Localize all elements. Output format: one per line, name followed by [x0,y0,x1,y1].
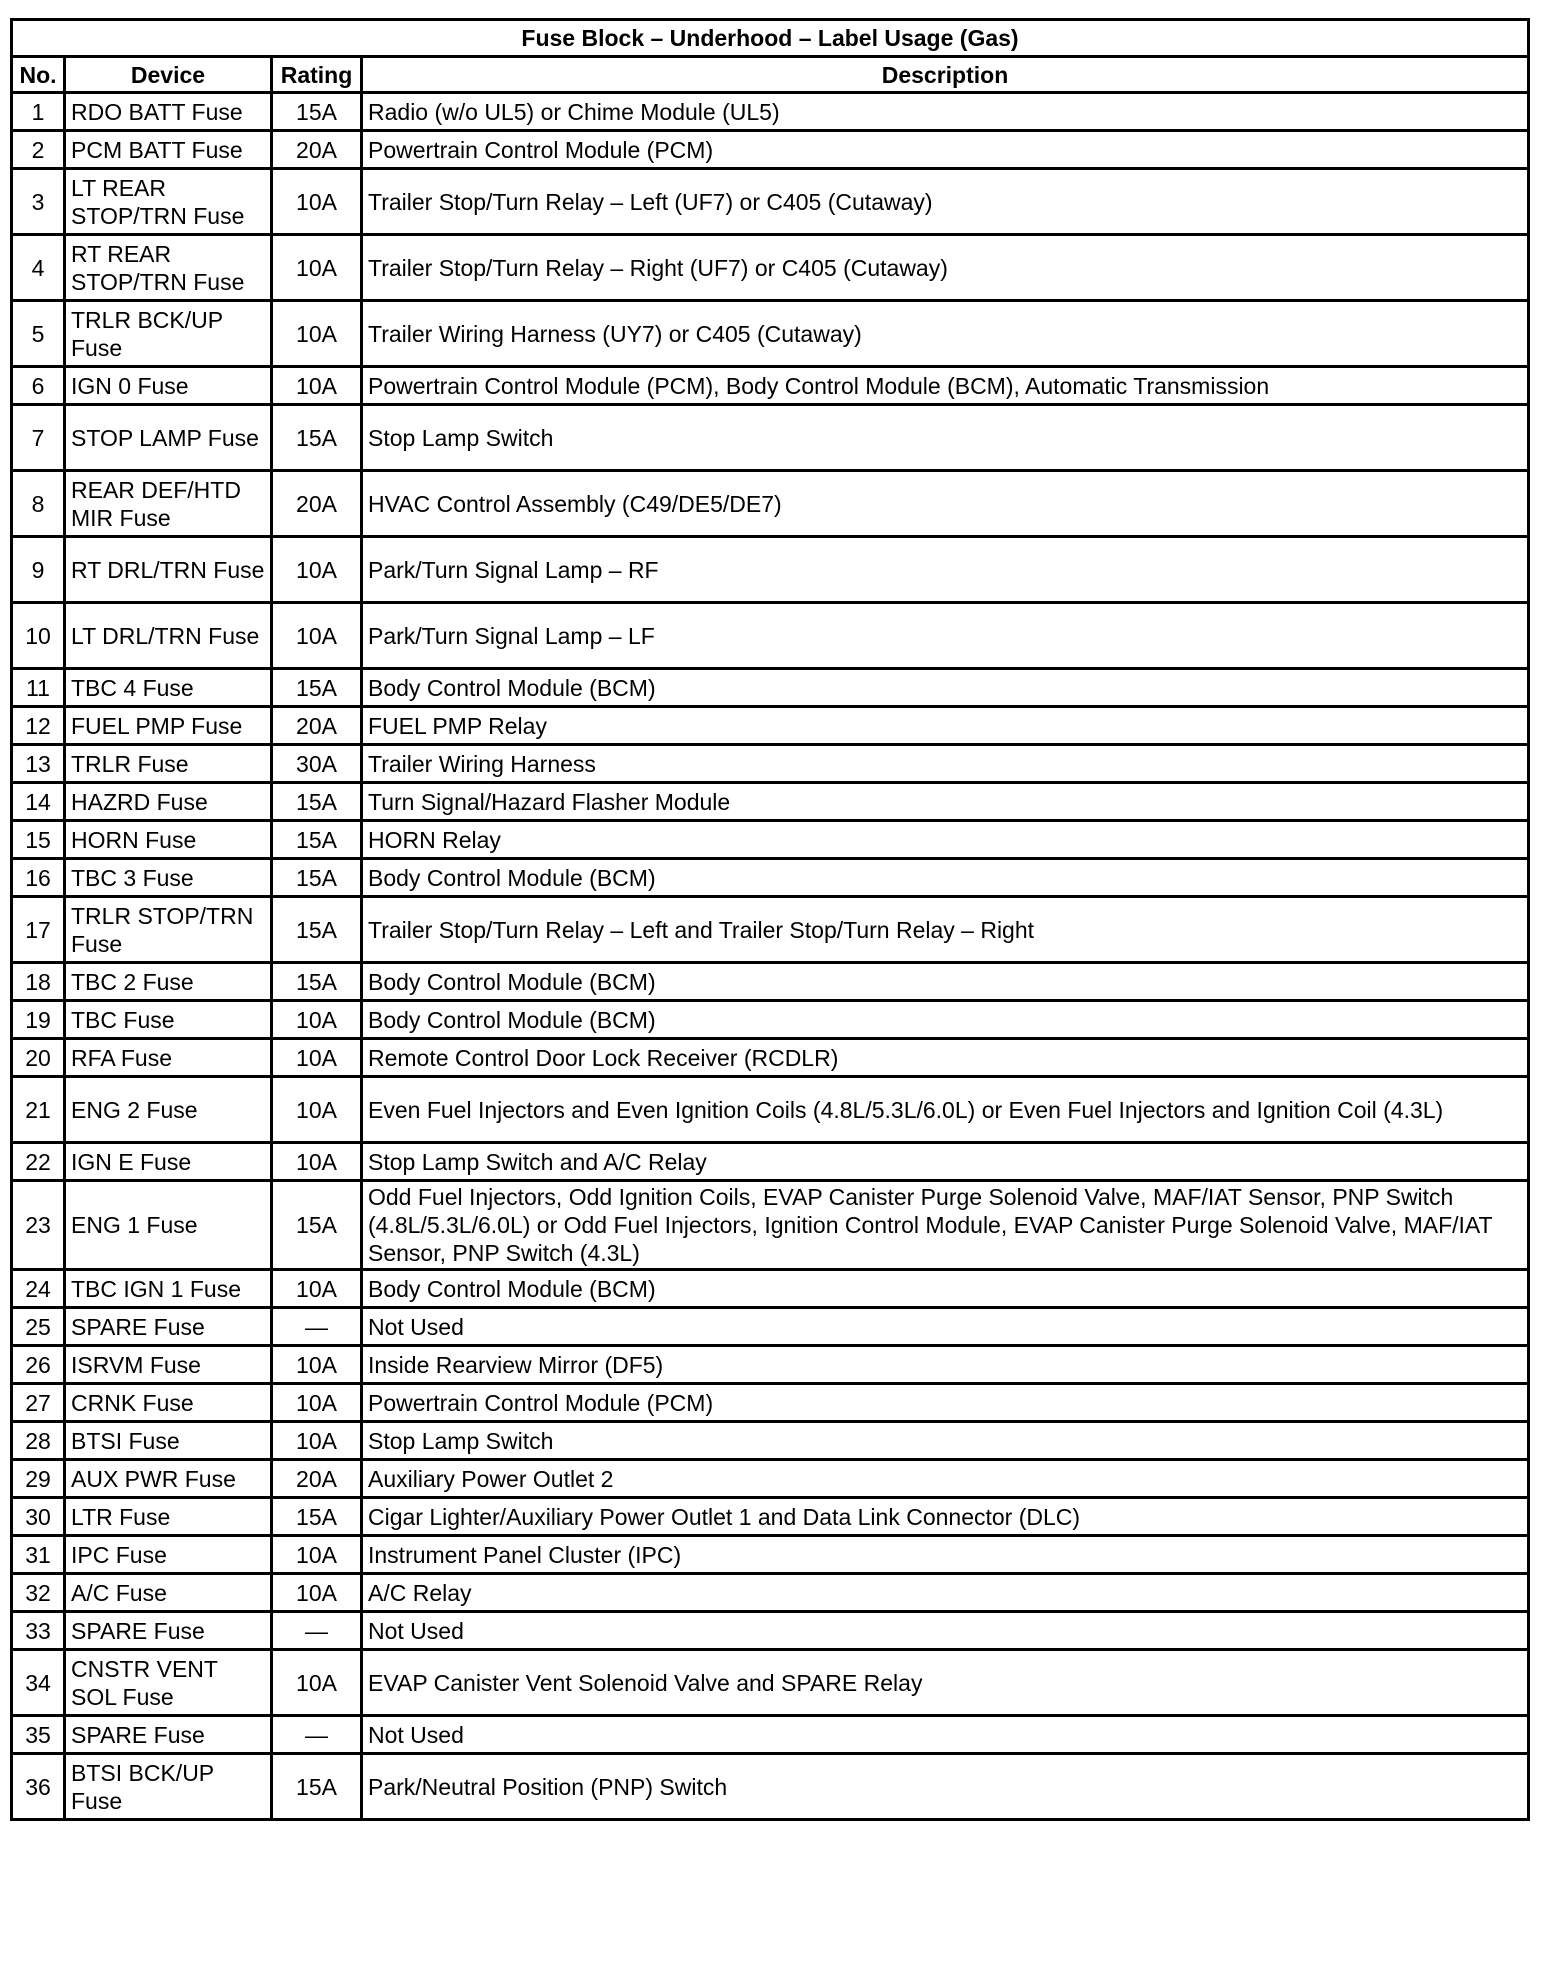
cell-no: 30 [12,1498,65,1536]
cell-rating: 10A [272,1650,362,1716]
header-row [12,57,1529,93]
table-row [12,169,1529,235]
cell-no: 15 [12,821,65,859]
cell-no: 33 [12,1612,65,1650]
title-row [12,20,1529,57]
cell-description: Park/Turn Signal Lamp – LF [362,603,1529,669]
cell-description: Even Fuel Injectors and Even Ignition Coils (4.8L/5.3L/6.0L) or Even Fuel Injectors and Ignition Coil (4.3L) [362,1077,1529,1143]
cell-rating: 10A [272,1422,362,1460]
table-row [12,1181,1529,1270]
cell-no: 17 [12,897,65,963]
cell-rating: 15A [272,93,362,131]
cell-no: 26 [12,1346,65,1384]
cell-description: Remote Control Door Lock Receiver (RCDLR) [362,1039,1529,1077]
table-row [12,131,1529,169]
table-row [12,1536,1529,1574]
cell-device: SPARE Fuse [65,1716,272,1754]
cell-rating: 15A [272,963,362,1001]
table-row [12,603,1529,669]
cell-device: CNSTR VENT SOL Fuse [65,1650,272,1716]
cell-device: ENG 2 Fuse [65,1077,272,1143]
cell-device: IGN 0 Fuse [65,367,272,405]
cell-rating: 10A [272,1574,362,1612]
cell-rating: 15A [272,1181,362,1270]
cell-device: AUX PWR Fuse [65,1460,272,1498]
cell-rating: 10A [272,1346,362,1384]
cell-no: 7 [12,405,65,471]
cell-no: 29 [12,1460,65,1498]
table-row [12,1716,1529,1754]
cell-no: 20 [12,1039,65,1077]
table-row [12,301,1529,367]
cell-rating: 30A [272,745,362,783]
cell-rating: 10A [272,301,362,367]
table-row [12,707,1529,745]
cell-no: 27 [12,1384,65,1422]
cell-description: Stop Lamp Switch [362,405,1529,471]
cell-description: Not Used [362,1308,1529,1346]
cell-rating: 15A [272,859,362,897]
cell-rating: 15A [272,1498,362,1536]
cell-description: Body Control Module (BCM) [362,1270,1529,1308]
cell-no: 32 [12,1574,65,1612]
table-row [12,1498,1529,1536]
cell-description: Turn Signal/Hazard Flasher Module [362,783,1529,821]
table-row [12,1574,1529,1612]
cell-rating: 20A [272,471,362,537]
cell-device: HORN Fuse [65,821,272,859]
table-row [12,235,1529,301]
cell-description: A/C Relay [362,1574,1529,1612]
cell-description: Trailer Stop/Turn Relay – Left and Trailer Stop/Turn Relay – Right [362,897,1529,963]
cell-description: HORN Relay [362,821,1529,859]
cell-description: Powertrain Control Module (PCM), Body Control Module (BCM), Automatic Transmission [362,367,1529,405]
cell-device: ENG 1 Fuse [65,1181,272,1270]
table-row [12,1308,1529,1346]
cell-no: 2 [12,131,65,169]
cell-description: HVAC Control Assembly (C49/DE5/DE7) [362,471,1529,537]
cell-device: CRNK Fuse [65,1384,272,1422]
cell-device: TBC 4 Fuse [65,669,272,707]
cell-description: Park/Turn Signal Lamp – RF [362,537,1529,603]
cell-rating: 10A [272,537,362,603]
cell-description: Body Control Module (BCM) [362,1001,1529,1039]
cell-description: Powertrain Control Module (PCM) [362,1384,1529,1422]
table-title: Fuse Block – Underhood – Label Usage (Gas) [12,20,1529,57]
cell-device: SPARE Fuse [65,1308,272,1346]
cell-no: 24 [12,1270,65,1308]
cell-description: Radio (w/o UL5) or Chime Module (UL5) [362,93,1529,131]
cell-description: Cigar Lighter/Auxiliary Power Outlet 1 and Data Link Connector (DLC) [362,1498,1529,1536]
cell-rating: 10A [272,603,362,669]
cell-rating: 10A [272,1039,362,1077]
cell-description: Body Control Module (BCM) [362,859,1529,897]
cell-no: 36 [12,1754,65,1820]
cell-no: 3 [12,169,65,235]
cell-rating: 10A [272,1384,362,1422]
cell-no: 13 [12,745,65,783]
table-row [12,783,1529,821]
table-row [12,897,1529,963]
table-row [12,537,1529,603]
table-row [12,1612,1529,1650]
cell-rating: 10A [272,1077,362,1143]
table-row [12,1460,1529,1498]
cell-description: Powertrain Control Module (PCM) [362,131,1529,169]
cell-device: TBC 3 Fuse [65,859,272,897]
cell-rating: 15A [272,669,362,707]
table-row [12,1077,1529,1143]
cell-device: IPC Fuse [65,1536,272,1574]
cell-rating: — [272,1612,362,1650]
cell-device: LT REAR STOP/TRN Fuse [65,169,272,235]
cell-device: BTSI Fuse [65,1422,272,1460]
cell-no: 22 [12,1143,65,1181]
cell-rating: 20A [272,1460,362,1498]
cell-no: 28 [12,1422,65,1460]
cell-device: LT DRL/TRN Fuse [65,603,272,669]
table-row [12,1001,1529,1039]
cell-no: 31 [12,1536,65,1574]
cell-description: Odd Fuel Injectors, Odd Ignition Coils, EVAP Canister Purge Solenoid Valve, MAF/IAT Sensor, PNP Switch (4.8L/5.3L/6.0L) or Odd Fuel Injectors, Ignition Control Module, EVAP Canister Purge Solenoid Valve, MAF/IAT Sensor, PNP Switch (4.3L) [362,1181,1529,1270]
cell-no: 16 [12,859,65,897]
cell-rating: 20A [272,131,362,169]
cell-description: FUEL PMP Relay [362,707,1529,745]
cell-description: Trailer Wiring Harness [362,745,1529,783]
table-row [12,1270,1529,1308]
table-row [12,93,1529,131]
cell-rating: 10A [272,1143,362,1181]
table-row [12,1650,1529,1716]
table-row [12,1422,1529,1460]
cell-no: 25 [12,1308,65,1346]
cell-rating: 10A [272,169,362,235]
cell-no: 8 [12,471,65,537]
cell-no: 6 [12,367,65,405]
cell-rating: 15A [272,897,362,963]
cell-no: 21 [12,1077,65,1143]
cell-device: STOP LAMP Fuse [65,405,272,471]
header-no: No. [12,57,65,93]
table-row [12,367,1529,405]
cell-device: TRLR Fuse [65,745,272,783]
cell-rating: 10A [272,1001,362,1039]
table-row [12,1346,1529,1384]
header-description: Description [362,57,1529,93]
cell-no: 4 [12,235,65,301]
cell-rating: — [272,1308,362,1346]
cell-no: 19 [12,1001,65,1039]
document-page [10,18,1527,1821]
cell-description: Body Control Module (BCM) [362,963,1529,1001]
cell-device: REAR DEF/HTD MIR Fuse [65,471,272,537]
cell-description: Trailer Stop/Turn Relay – Right (UF7) or C405 (Cutaway) [362,235,1529,301]
cell-device: A/C Fuse [65,1574,272,1612]
cell-device: SPARE Fuse [65,1612,272,1650]
cell-description: Stop Lamp Switch [362,1422,1529,1460]
table-row [12,471,1529,537]
cell-no: 11 [12,669,65,707]
cell-description: Inside Rearview Mirror (DF5) [362,1346,1529,1384]
cell-no: 34 [12,1650,65,1716]
cell-no: 1 [12,93,65,131]
cell-description: Instrument Panel Cluster (IPC) [362,1536,1529,1574]
cell-description: EVAP Canister Vent Solenoid Valve and SPARE Relay [362,1650,1529,1716]
table-row [12,405,1529,471]
cell-device: RT DRL/TRN Fuse [65,537,272,603]
cell-rating: — [272,1716,362,1754]
cell-no: 5 [12,301,65,367]
table-row [12,821,1529,859]
cell-device: IGN E Fuse [65,1143,272,1181]
cell-description: Not Used [362,1612,1529,1650]
table-row [12,1039,1529,1077]
cell-no: 10 [12,603,65,669]
table-row [12,1754,1529,1820]
cell-device: RDO BATT Fuse [65,93,272,131]
table-row [12,859,1529,897]
cell-no: 23 [12,1181,65,1270]
cell-rating: 15A [272,783,362,821]
cell-rating: 15A [272,405,362,471]
cell-device: BTSI BCK/UP Fuse [65,1754,272,1820]
cell-device: RT REAR STOP/TRN Fuse [65,235,272,301]
cell-description: Trailer Stop/Turn Relay – Left (UF7) or C405 (Cutaway) [362,169,1529,235]
cell-no: 18 [12,963,65,1001]
cell-rating: 10A [272,235,362,301]
cell-device: FUEL PMP Fuse [65,707,272,745]
cell-rating: 10A [272,367,362,405]
cell-device: ISRVM Fuse [65,1346,272,1384]
cell-device: TBC 2 Fuse [65,963,272,1001]
table-body [12,93,1529,1820]
table-row [12,1143,1529,1181]
cell-no: 9 [12,537,65,603]
cell-description: Stop Lamp Switch and A/C Relay [362,1143,1529,1181]
header-rating: Rating [272,57,362,93]
table-row [12,669,1529,707]
table-row [12,1384,1529,1422]
cell-device: PCM BATT Fuse [65,131,272,169]
table-row [12,963,1529,1001]
fuse-table [10,18,1530,1821]
table-row [12,745,1529,783]
cell-description: Trailer Wiring Harness (UY7) or C405 (Cutaway) [362,301,1529,367]
cell-device: LTR Fuse [65,1498,272,1536]
cell-device: TRLR BCK/UP Fuse [65,301,272,367]
cell-rating: 10A [272,1270,362,1308]
cell-description: Body Control Module (BCM) [362,669,1529,707]
cell-rating: 15A [272,1754,362,1820]
cell-rating: 20A [272,707,362,745]
cell-rating: 15A [272,821,362,859]
cell-device: RFA Fuse [65,1039,272,1077]
cell-device: TRLR STOP/TRN Fuse [65,897,272,963]
cell-device: TBC IGN 1 Fuse [65,1270,272,1308]
cell-no: 35 [12,1716,65,1754]
cell-no: 14 [12,783,65,821]
cell-no: 12 [12,707,65,745]
cell-description: Park/Neutral Position (PNP) Switch [362,1754,1529,1820]
header-device: Device [65,57,272,93]
cell-description: Auxiliary Power Outlet 2 [362,1460,1529,1498]
cell-rating: 10A [272,1536,362,1574]
cell-description: Not Used [362,1716,1529,1754]
cell-device: TBC Fuse [65,1001,272,1039]
cell-device: HAZRD Fuse [65,783,272,821]
